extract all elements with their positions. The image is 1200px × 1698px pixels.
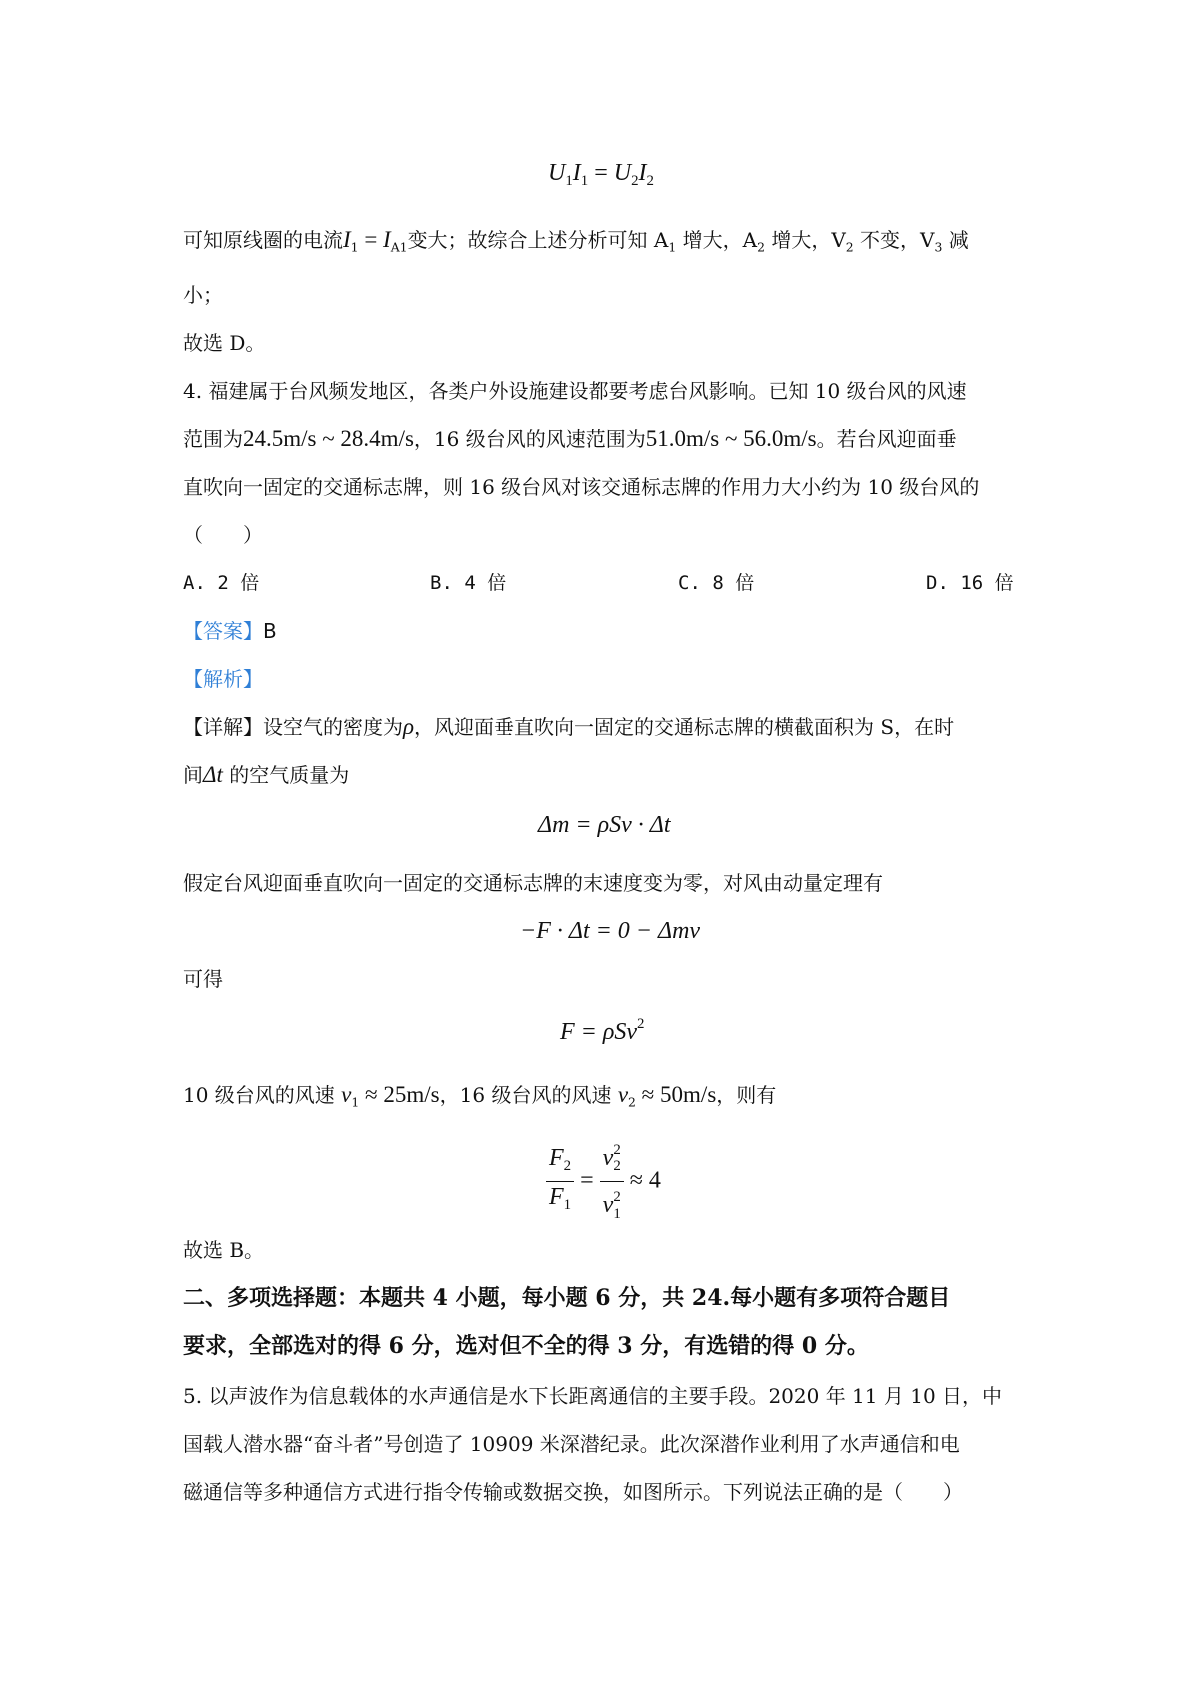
question-4-line-3: 直吹向一固定的交通标志牌，则 16 级台风对该交通标志牌的作用力大小约为 10 级台风的 xyxy=(183,475,980,499)
answer-value: B xyxy=(263,619,277,643)
text-line-current-analysis: 可知原线圈的电流$I_1 = I_{A1}$变大；故综合上述分析可知 $A_1$ 增大，$A_2$ 增大，$V_2$ 不变，$V_3$ 减 xyxy=(183,227,969,255)
question-4-line-1: 4. 福建属于台风频发地区，各类户外设施建设都要考虑台风影响。已知 10 级台风的风速 xyxy=(183,379,967,403)
detail-line-4: 可得 xyxy=(183,967,223,991)
equation-force: F = ρSv$^2$ xyxy=(560,1016,645,1046)
answer-line xyxy=(183,616,277,646)
question-5-line-1: 5. 以声波作为信息载体的水声通信是水下长距离通信的主要手段。2020 年 11 月 10 日，中 xyxy=(183,1384,1003,1408)
section-2-heading-line-1: 二、多项选择题：本题共 4 小题，每小题 6 分，共 24.每小题有多项符合题目 xyxy=(183,1285,951,1311)
conclusion-d: 故选 D。 xyxy=(183,331,266,355)
question-4-blank: （ ） xyxy=(183,523,263,547)
detail-line-3: 假定台风迎面垂直吹向一固定的交通标志牌的末速度变为零，对风由动量定理有 xyxy=(183,871,883,895)
option-a: A. 2 倍 xyxy=(183,572,260,594)
question-5-line-2: 国载人潜水器“奋斗者”号创造了 10909 米深潜纪录。此次深潜作业利用了水声通信和电 xyxy=(183,1432,960,1456)
equation-mass: Δm = ρSv · Δt xyxy=(538,812,671,838)
detail-line-1: 【详解】设空气的密度为ρ，风迎面垂直吹向一固定的交通标志牌的横截面积为 S，在时 xyxy=(183,714,955,739)
fraction-velocity-ratio: $\frac{v^2_2}{v^2_1}$ xyxy=(600,1135,624,1229)
option-d: D. 16 倍 xyxy=(926,572,1014,594)
detail-line-2: 间Δt 的空气质量为 xyxy=(183,762,350,787)
detail-line-5: 10 级台风的风速 $v_1 \approx 25m/s$，16 级台风的风速 $v_2 \approx 50m/s$，则有 xyxy=(183,1082,777,1110)
answer-tag: 【答案】 xyxy=(183,619,263,643)
equation-power-balance: $U_1I_1 = U_2I_2$ xyxy=(548,160,654,190)
equation-ratio: $\frac{F_2}{F_1}$ = $\frac{v^2_2}{v^2_1}$ ≈ 4 xyxy=(546,1135,661,1229)
analysis-tag: 【解析】 xyxy=(183,667,263,691)
question-5-line-3: 磁通信等多种通信方式进行指令传输或数据交换，如图所示。下列说法正确的是（ ） xyxy=(183,1480,963,1504)
question-4-line-2: 范围为24.5m/s ~ 28.4m/s，16 级台风的风速范围为51.0m/s ~ 56.0m/s。若台风迎面垂 xyxy=(183,426,957,451)
equation-momentum: −F · Δt = 0 − Δmv xyxy=(520,918,701,944)
text-line: 小； xyxy=(183,283,223,307)
conclusion-b: 故选 B。 xyxy=(183,1238,265,1262)
option-b: B. 4 倍 xyxy=(430,572,507,594)
option-c: C. 8 倍 xyxy=(678,572,755,594)
fraction-force-ratio: $\frac{F_2}{F_1}$ xyxy=(546,1143,574,1220)
section-2-heading-line-2: 要求，全部选对的得 6 分，选对但不全的得 3 分，有选错的得 0 分。 xyxy=(183,1333,869,1359)
